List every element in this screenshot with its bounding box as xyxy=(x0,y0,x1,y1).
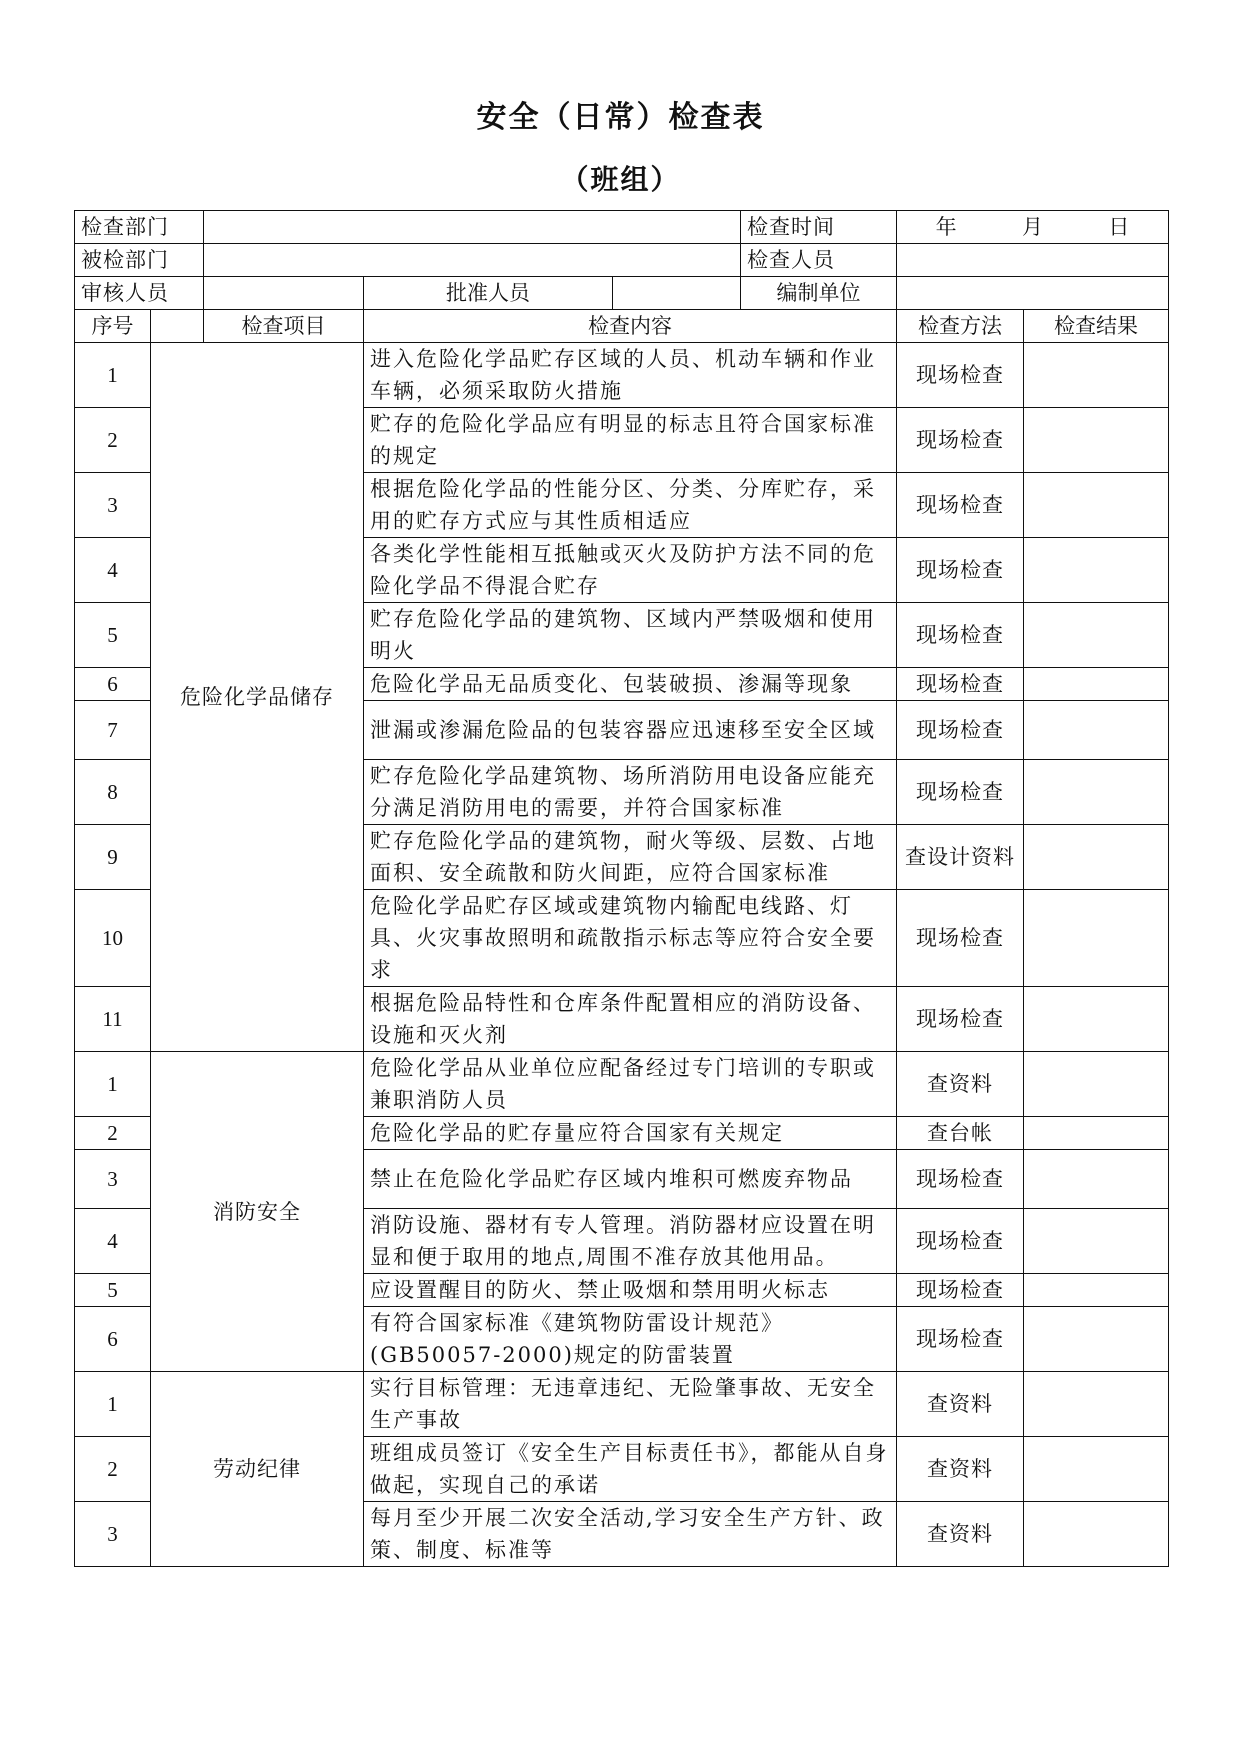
check-content: 进入危险化学品贮存区域的人员、机动车辆和作业车辆，必须采取防火措施 xyxy=(364,343,897,408)
check-method: 现场检查 xyxy=(897,603,1024,668)
row-number: 7 xyxy=(75,701,151,760)
section-item-label: 消防安全 xyxy=(151,1052,364,1372)
check-result-field[interactable] xyxy=(1024,473,1169,538)
check-result-field[interactable] xyxy=(1024,1052,1169,1117)
check-method: 查资料 xyxy=(897,1502,1024,1567)
compiler-value-field[interactable] xyxy=(897,277,1169,310)
row-number: 2 xyxy=(75,408,151,473)
check-method: 查设计资料 xyxy=(897,825,1024,890)
column-header-blank xyxy=(151,310,204,343)
check-method: 现场检查 xyxy=(897,760,1024,825)
inspector-value-field[interactable] xyxy=(897,244,1169,277)
check-result-field[interactable] xyxy=(1024,890,1169,987)
section-item-label: 危险化学品储存 xyxy=(151,343,364,1052)
inspector-label: 检查人员 xyxy=(741,244,897,277)
check-content: 危险化学品贮存区域或建筑物内输配电线路、灯具、火灾事故照明和疏散指示标志等应符合安全要求 xyxy=(364,890,897,987)
check-result-field[interactable] xyxy=(1024,987,1169,1052)
check-content: 危险化学品的贮存量应符合国家有关规定 xyxy=(364,1117,897,1150)
check-method: 查资料 xyxy=(897,1437,1024,1502)
check-result-field[interactable] xyxy=(1024,1150,1169,1209)
check-result-field[interactable] xyxy=(1024,603,1169,668)
check-content: 根据危险化学品的性能分区、分类、分库贮存，采用的贮存方式应与其性质相适应 xyxy=(364,473,897,538)
date-month: 月 xyxy=(1022,215,1044,239)
row-number: 10 xyxy=(75,890,151,987)
column-header-no: 序号 xyxy=(75,310,151,343)
check-content: 贮存危险化学品的建筑物、区域内严禁吸烟和使用明火 xyxy=(364,603,897,668)
check-result-field[interactable] xyxy=(1024,760,1169,825)
check-content: 应设置醒目的防火、禁止吸烟和禁用明火标志 xyxy=(364,1274,897,1307)
row-number: 5 xyxy=(75,603,151,668)
check-method: 现场检查 xyxy=(897,408,1024,473)
check-content: 危险化学品无品质变化、包装破损、渗漏等现象 xyxy=(364,668,897,701)
section-item-label: 劳动纪律 xyxy=(151,1372,364,1567)
inspected-dept-value-field[interactable] xyxy=(204,244,741,277)
check-result-field[interactable] xyxy=(1024,701,1169,760)
check-result-field[interactable] xyxy=(1024,1437,1169,1502)
row-number: 4 xyxy=(75,538,151,603)
row-number: 6 xyxy=(75,668,151,701)
date-year: 年 xyxy=(935,215,957,239)
column-header-result: 检查结果 xyxy=(1024,310,1169,343)
check-method: 查台帐 xyxy=(897,1117,1024,1150)
check-result-field[interactable] xyxy=(1024,1209,1169,1274)
check-method: 现场检查 xyxy=(897,1150,1024,1209)
inspected-dept-label: 被检部门 xyxy=(75,244,204,277)
row-number: 3 xyxy=(75,473,151,538)
check-method: 现场检查 xyxy=(897,538,1024,603)
dept-value-field[interactable] xyxy=(204,211,741,244)
row-number: 1 xyxy=(75,1372,151,1437)
row-number: 2 xyxy=(75,1117,151,1150)
dept-label: 检查部门 xyxy=(75,211,204,244)
row-number: 6 xyxy=(75,1307,151,1372)
date-field[interactable] xyxy=(897,211,1169,244)
check-content: 危险化学品从业单位应配备经过专门培训的专职或兼职消防人员 xyxy=(364,1052,897,1117)
row-number: 5 xyxy=(75,1274,151,1307)
column-header-method: 检查方法 xyxy=(897,310,1024,343)
table-row xyxy=(75,1052,1169,1117)
row-number: 1 xyxy=(75,1052,151,1117)
approver-value-field[interactable] xyxy=(613,277,741,310)
check-result-field[interactable] xyxy=(1024,538,1169,603)
row-number: 9 xyxy=(75,825,151,890)
check-content: 有符合国家标准《建筑物防雷设计规范》(GB50057-2000)规定的防雷装置 xyxy=(364,1307,897,1372)
inspection-table xyxy=(74,210,1169,1567)
check-method: 现场检查 xyxy=(897,987,1024,1052)
check-result-field[interactable] xyxy=(1024,1307,1169,1372)
row-number: 4 xyxy=(75,1209,151,1274)
check-content: 禁止在危险化学品贮存区域内堆积可燃废弃物品 xyxy=(364,1150,897,1209)
check-method: 查资料 xyxy=(897,1052,1024,1117)
approver-label: 批准人员 xyxy=(364,277,613,310)
row-number: 3 xyxy=(75,1150,151,1209)
check-content: 贮存危险化学品建筑物、场所消防用电设备应能充分满足消防用电的需要，并符合国家标准 xyxy=(364,760,897,825)
row-number: 8 xyxy=(75,760,151,825)
column-header-item: 检查项目 xyxy=(204,310,364,343)
check-content: 贮存危险化学品的建筑物，耐火等级、层数、占地面积、安全疏散和防火间距，应符合国家标准 xyxy=(364,825,897,890)
check-method: 现场检查 xyxy=(897,668,1024,701)
compiler-label: 编制单位 xyxy=(741,277,897,310)
reviewer-label: 审核人员 xyxy=(75,277,204,310)
row-number: 11 xyxy=(75,987,151,1052)
check-method: 现场检查 xyxy=(897,890,1024,987)
document-title: 安全（日常）检查表 xyxy=(476,100,765,135)
check-result-field[interactable] xyxy=(1024,825,1169,890)
check-method: 现场检查 xyxy=(897,473,1024,538)
row-number: 2 xyxy=(75,1437,151,1502)
check-content: 消防设施、器材有专人管理。消防器材应设置在明显和便于取用的地点,周围不准存放其他用品。 xyxy=(364,1209,897,1274)
check-result-field[interactable] xyxy=(1024,668,1169,701)
check-content: 班组成员签订《安全生产目标责任书》，都能从自身做起，实现自己的承诺 xyxy=(364,1437,897,1502)
check-content: 贮存的危险化学品应有明显的标志且符合国家标准的规定 xyxy=(364,408,897,473)
check-result-field[interactable] xyxy=(1024,408,1169,473)
check-content: 每月至少开展二次安全活动,学习安全生产方针、政策、制度、标准等 xyxy=(364,1502,897,1567)
table-row xyxy=(75,343,1169,408)
check-result-field[interactable] xyxy=(1024,1274,1169,1307)
check-method: 现场检查 xyxy=(897,1274,1024,1307)
check-content: 各类化学性能相互抵触或灭火及防护方法不同的危险化学品不得混合贮存 xyxy=(364,538,897,603)
table-row xyxy=(75,1372,1169,1437)
check-content: 实行目标管理：无违章违纪、无险肇事故、无安全生产事故 xyxy=(364,1372,897,1437)
document-subtitle: （班组） xyxy=(560,163,681,196)
check-content: 根据危险品特性和仓库条件配置相应的消防设备、设施和灭火剂 xyxy=(364,987,897,1052)
check-result-field[interactable] xyxy=(1024,1502,1169,1567)
check-method: 现场检查 xyxy=(897,1307,1024,1372)
column-header-content: 检查内容 xyxy=(364,310,897,343)
check-method: 现场检查 xyxy=(897,1209,1024,1274)
check-content: 泄漏或渗漏危险品的包装容器应迅速移至安全区域 xyxy=(364,701,897,760)
check-result-field[interactable] xyxy=(1024,1372,1169,1437)
check-result-field[interactable] xyxy=(1024,343,1169,408)
check-method: 现场检查 xyxy=(897,343,1024,408)
row-number: 3 xyxy=(75,1502,151,1567)
row-number: 1 xyxy=(75,343,151,408)
date-day: 日 xyxy=(1108,215,1130,239)
check-method: 现场检查 xyxy=(897,701,1024,760)
check-method: 查资料 xyxy=(897,1372,1024,1437)
check-result-field[interactable] xyxy=(1024,1117,1169,1150)
reviewer-value-field[interactable] xyxy=(204,277,364,310)
time-label: 检查时间 xyxy=(741,211,897,244)
